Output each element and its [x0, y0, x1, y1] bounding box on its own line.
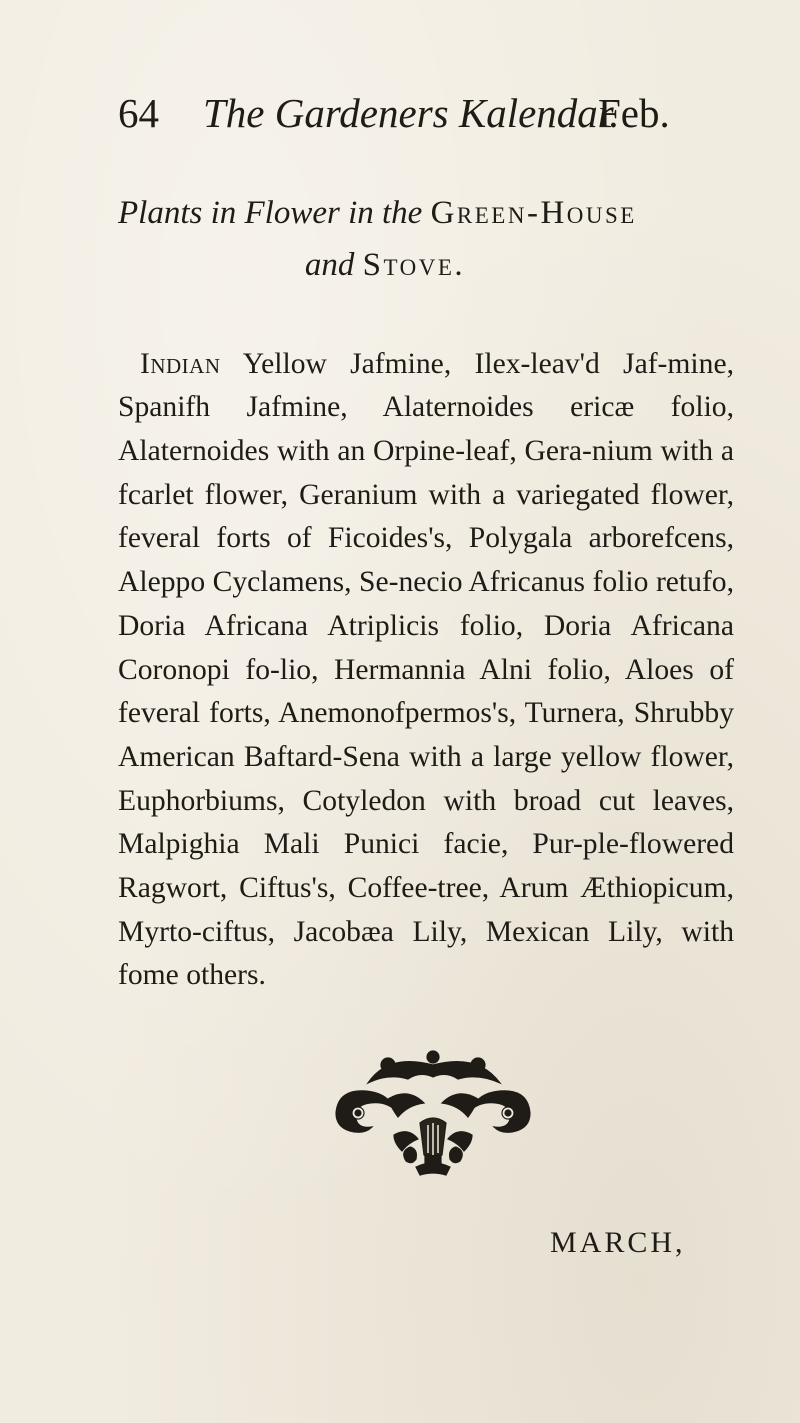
running-month: Feb.: [598, 90, 670, 136]
page-number: 64: [118, 90, 159, 136]
catchword: MARCH,: [550, 1226, 686, 1259]
plant-list-paragraph: [118, 343, 734, 999]
section-title-green-house: Green-House: [430, 195, 637, 231]
section-title-and: and: [304, 247, 355, 283]
paragraph-lead-word: Indian: [140, 347, 221, 380]
section-title-line-2: [0, 242, 770, 288]
floral-tailpiece-icon: [328, 1043, 538, 1183]
running-head: [118, 88, 678, 138]
section-title-italic: Plants in Flower in the: [118, 195, 423, 231]
paragraph-text: Yellow Jafmine, Ilex-leav'd Jaf-mine, Spanifh Jafmine, Alaternoides ericæ folio, Alaternoides with an Orpine-leaf, Gera-nium with a fcarlet flower, Geranium with a variegated flower, feveral forts of Ficoides's, Polygala arborefcens, Aleppo Cyclamens, Se-necio Africanus folio retufo, Doria Africana Atriplicis folio, Doria Africana Coronopi fo-lio, Hermannia Alni folio, Aloes of feveral forts, Anemonofpermos's, Turnera, Shrubby American Baftard-Sena with a large yellow flower, Euphorbiums, Cotyledon with broad cut leaves, Malpighia Mali Punici facie, Pur-ple-flowered Ragwort, Ciftus's, Coffee-tree, Arum Æthiopicum, Myrto-ciftus, Jacobæa Lily, Mexican Lily, with fome others.: [118, 347, 734, 992]
running-title: The Gardeners Kalendar.: [203, 90, 620, 136]
section-title-line-1: [118, 190, 637, 236]
section-title-stove: Stove.: [362, 247, 466, 283]
